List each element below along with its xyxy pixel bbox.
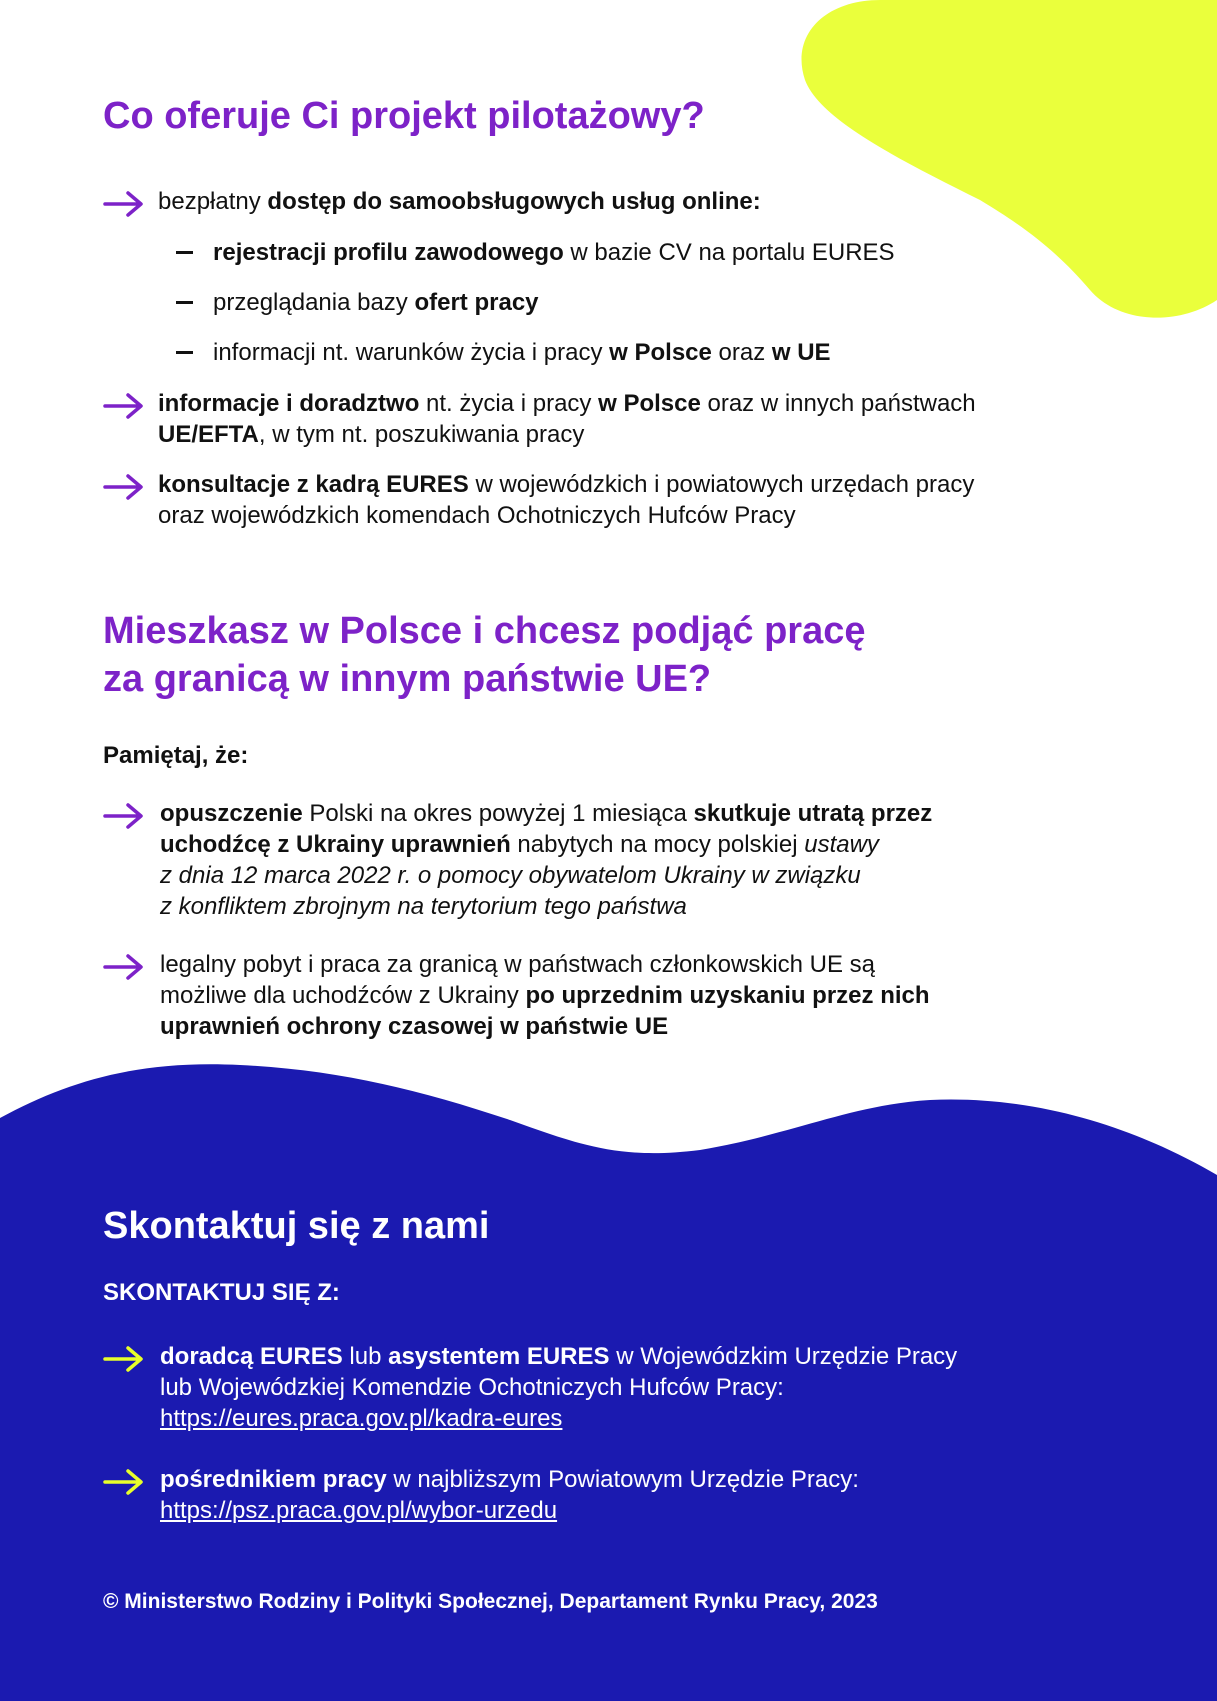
contact-title: Skontaktuj się z nami xyxy=(103,1205,490,1247)
arrow-right-icon xyxy=(103,393,145,419)
list-item-text: bezpłatny dostęp do samoobsługowych usług online: xyxy=(158,188,761,215)
list-item-text: pośrednikiem pracy w najbliższym Powiatowym Urzędzie Pracy: https://psz.praca.gov.pl/wybor-urzedu xyxy=(160,1466,859,1524)
list-item-text: legalny pobyt i praca za granicą w państwach członkowskich UE są możliwe dla uchodźców z Ukrainy po uprzednim uzyskaniu przez nich uprawnień ochrony czasowej w państwie UE xyxy=(160,951,930,1040)
arrow-right-icon xyxy=(103,803,145,829)
arrow-right-icon xyxy=(103,191,145,217)
eures-staff-link[interactable]: https://eures.praca.gov.pl/kadra-eures xyxy=(160,1405,563,1432)
list-item-text: opuszczenie Polski na okres powyżej 1 miesiąca skutkuje utratą przez uchodźcę z Ukrainy uprawnień nabytych na mocy polskiej ustawy z dnia 12 marca 2022 r. o pomocy obywatelom Ukrainy w związku z konfliktem zbrojnym na terytorium tego państwa xyxy=(160,800,933,920)
dash-icon xyxy=(176,251,193,254)
arrow-right-icon xyxy=(103,1469,145,1495)
list-item-text: konsultacje z kadrą EURES w wojewódzkich i powiatowych urzędach pracy oraz wojewódzkich komendach Ochotniczych Hufców Pracy xyxy=(158,471,975,529)
dash-icon xyxy=(176,351,193,354)
remember-label: Pamiętaj, że: xyxy=(103,742,249,769)
arrow-right-icon xyxy=(103,954,145,980)
copyright-footer: © Ministerstwo Rodziny i Polityki Społecznej, Departament Rynku Pracy, 2023 xyxy=(103,1590,878,1613)
arrow-right-icon xyxy=(103,1346,145,1372)
list-item-text: informacje i doradztwo nt. życia i pracy w Polsce oraz w innych państwach UE/EFTA, w tym nt. poszukiwania pracy xyxy=(158,390,976,448)
section-title-work-abroad: Mieszkasz w Polsce i chcesz podjąć pracę za granicą w innym państwie UE? xyxy=(103,610,866,700)
office-selection-link[interactable]: https://psz.praca.gov.pl/wybor-urzedu xyxy=(160,1497,558,1524)
list-item-text: doradcą EURES lub asystentem EURES w Wojewódzkim Urzędzie Pracy lub Wojewódzkiej Komendzie Ochotniczych Hufców Pracy: https://eures.praca.gov.pl/kadra-eures xyxy=(160,1343,958,1432)
contact-subtitle: SKONTAKTUJ SIĘ Z: xyxy=(103,1279,340,1306)
section-title-offer: Co oferuje Ci projekt pilotażowy? xyxy=(103,95,705,137)
arrow-right-icon xyxy=(103,474,145,500)
dash-icon xyxy=(176,301,193,304)
